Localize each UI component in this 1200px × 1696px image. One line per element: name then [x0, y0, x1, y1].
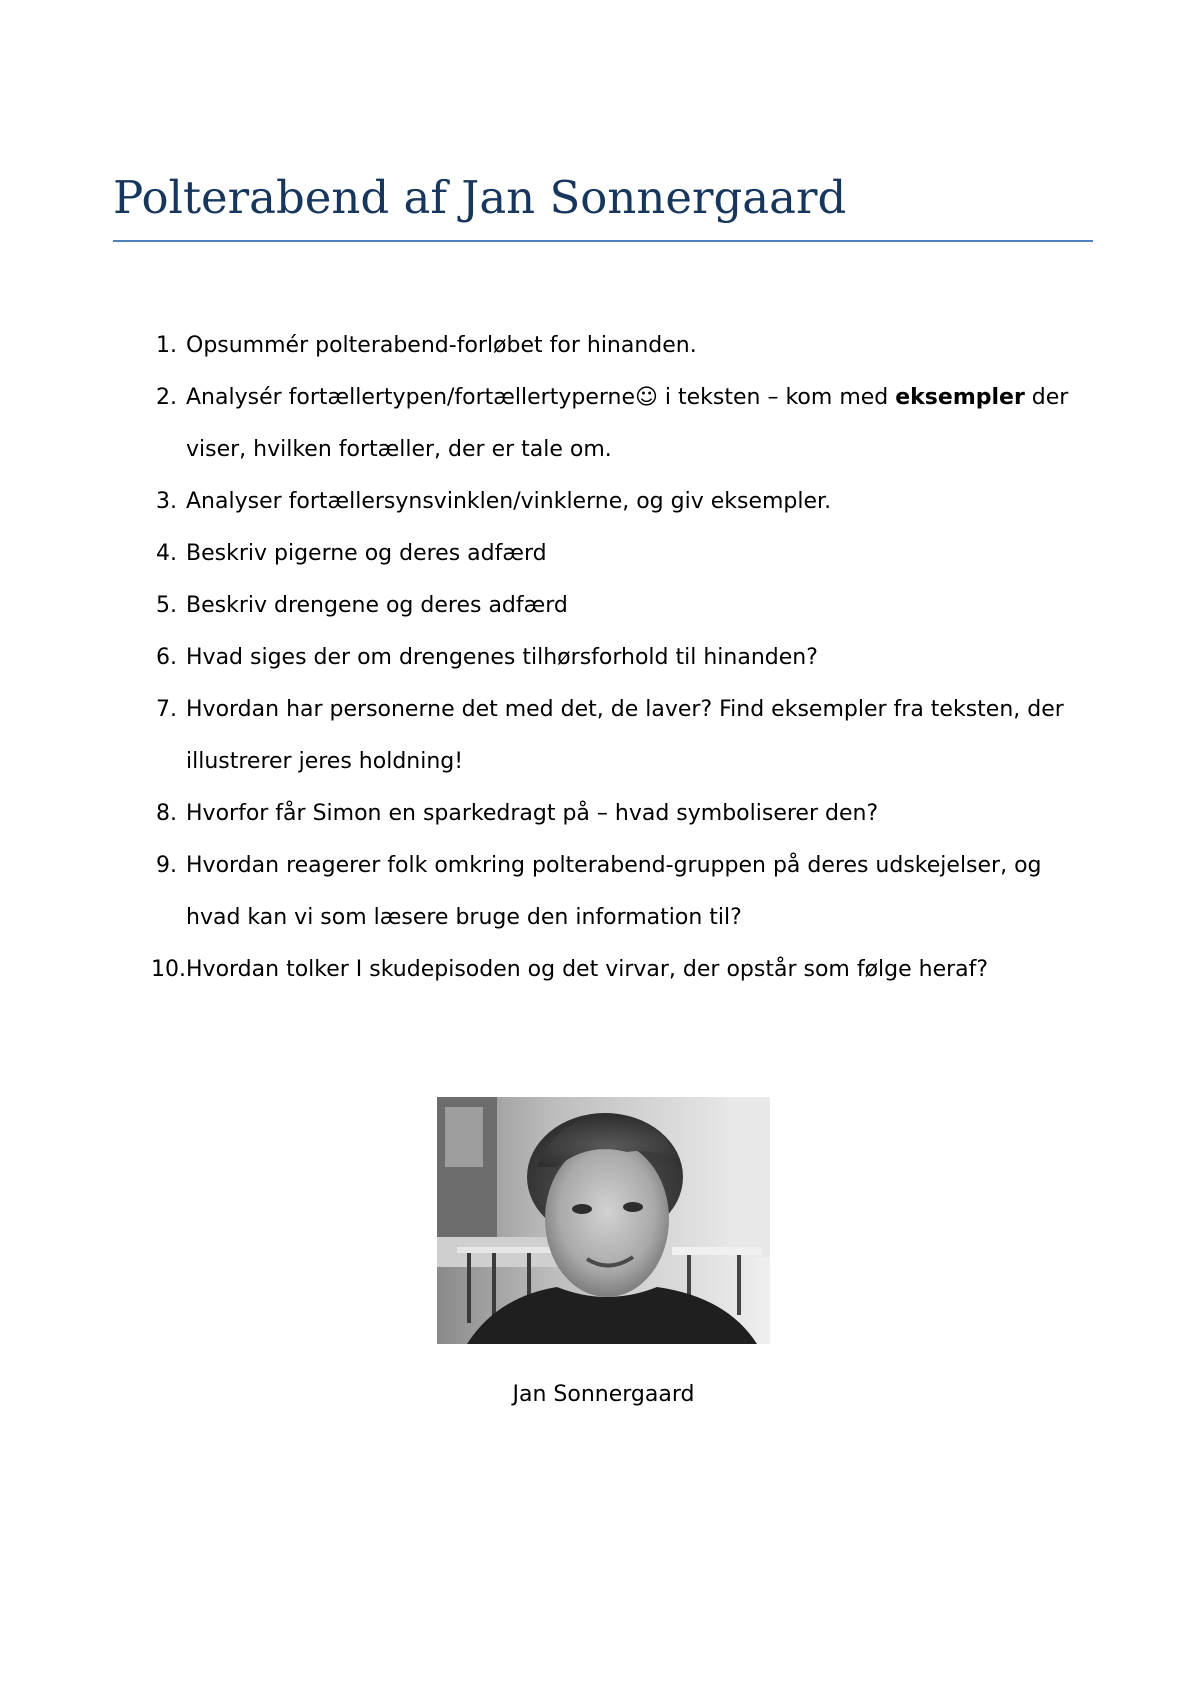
question-text: Hvordan tolker I skudepisoden og det virvar, der opstår som følge heraf?: [186, 957, 989, 982]
question-item-1: [113, 320, 1093, 372]
question-text: Opsummér polterabend-forløbet for hinanden.: [186, 333, 697, 358]
question-number: 1.: [156, 333, 177, 358]
question-item-7: [113, 684, 1093, 788]
question-item-8: [113, 788, 1093, 840]
author-photo: [437, 1097, 770, 1344]
question-text: Analyser fortællersynsvinklen/vinklerne, og giv eksempler.: [186, 489, 832, 514]
question-number: 5.: [156, 593, 177, 618]
question-number: 2.: [156, 385, 177, 410]
question-text-bold: eksempler: [895, 385, 1025, 410]
question-number: 8.: [156, 801, 177, 826]
author-photo-image: [437, 1097, 770, 1344]
question-item-10: [113, 944, 1093, 996]
title-underline: [113, 240, 1093, 242]
question-item-3: [113, 476, 1093, 528]
question-number: 7.: [156, 697, 177, 722]
question-item-6: [113, 632, 1093, 684]
question-text: Beskriv pigerne og deres adfærd: [186, 541, 547, 566]
question-list: [113, 320, 1093, 996]
question-item-4: [113, 528, 1093, 580]
question-text: Hvad siges der om drengenes tilhørsforhold til hinanden?: [186, 645, 818, 670]
question-text: Hvordan har personerne det med det, de laver? Find eksempler fra teksten, der illustrerer jeres holdning!: [186, 697, 1064, 774]
question-text-part: Analysér fortællertypen/fortællertyperne☺ i teksten – kom med: [186, 385, 896, 410]
question-text: Hvordan reagerer folk omkring polterabend-gruppen på deres udskejelser, og hvad kan vi som læsere bruge den information til?: [186, 853, 1042, 930]
question-text: Hvorfor får Simon en sparkedragt på – hvad symboliserer den?: [186, 801, 879, 826]
question-text-part: der viser, hvilken fortæller, der er tale om.: [186, 385, 1069, 462]
photo-caption: Jan Sonnergaard: [512, 1382, 695, 1407]
document-title: Polterabend af Jan Sonnergaard: [113, 171, 847, 224]
question-text: Beskriv drengene og deres adfærd: [186, 593, 568, 618]
question-number: 3.: [156, 489, 177, 514]
question-item-9: [113, 840, 1093, 944]
question-item-2: [113, 372, 1093, 476]
question-number: 9.: [156, 853, 177, 878]
question-number: 10.: [151, 957, 186, 982]
question-number: 6.: [156, 645, 177, 670]
question-item-5: [113, 580, 1093, 632]
question-number: 4.: [156, 541, 177, 566]
question-text: [186, 385, 1068, 462]
